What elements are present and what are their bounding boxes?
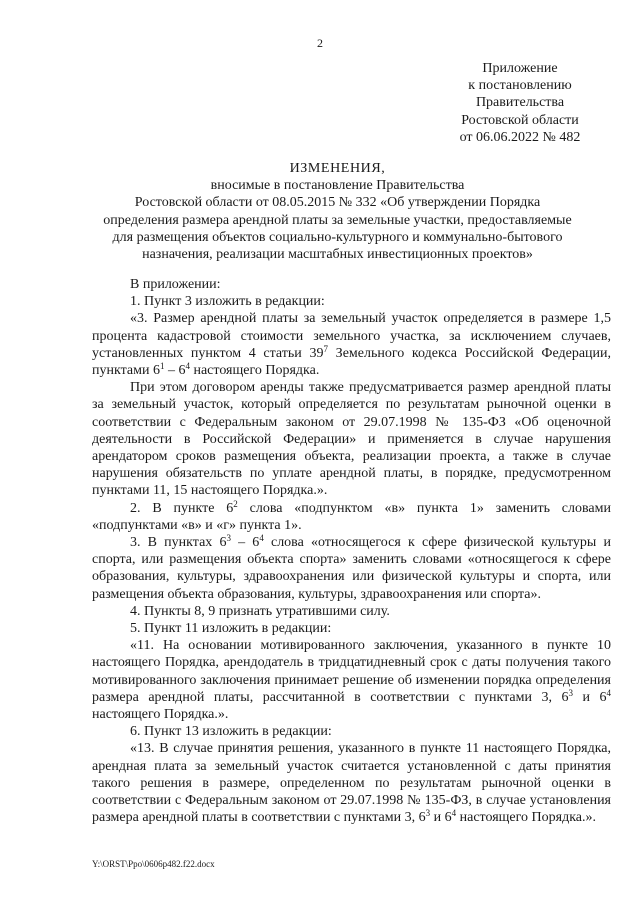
paragraph-text: настоящего Порядка.: [189, 363, 320, 379]
paragraph-text: слова «подпунктом «в» пункта 1» заменить словами «подпунктами «в» и «г» пункта 1».: [92, 500, 612, 533]
annex-line: Ростовской области: [461, 112, 579, 128]
annex-line: от 06.06.2022 № 482: [459, 129, 581, 145]
superscript: 2: [233, 498, 238, 509]
document-body: [92, 276, 611, 827]
superscript: 3: [568, 687, 573, 698]
paragraph-text: настоящего Порядка.».: [456, 810, 596, 826]
title-line: для размещения объектов социально-культурного и коммунально-бытового: [112, 229, 563, 245]
paragraph-text: – 6: [230, 535, 260, 551]
superscript: 3: [226, 533, 231, 544]
superscript: 4: [606, 687, 611, 698]
paragraph-text: «3. Размер арендной платы за земельный участок определяется в размере 1,5 процента кадастровой стоимости земельного участка, за исключением случаев, установленных пунктом 4 статьи 39: [92, 311, 611, 361]
paragraph: 5. Пункт 11 изложить в редакции:: [130, 621, 332, 637]
superscript: 4: [259, 533, 264, 544]
paragraph-text: 2. В пункте 6: [130, 500, 234, 516]
paragraph: [92, 534, 611, 603]
paragraph-text: – 6: [164, 363, 186, 379]
paragraph-text: 3. В пунктах 6: [130, 535, 227, 551]
paragraph: В приложении:: [130, 277, 221, 292]
title-line: вносимые в постановление Правительства: [210, 178, 465, 194]
paragraph-text: слова «относящегося к сфере физической культуры и спорта, или размещения объекта спорта» заменить словами «относящегося к сфере образования, культуры, здравоохранения или физической культуры и спорта, или размещения объекта образования, культуры, здравоохранения или спорта».: [92, 535, 611, 602]
paragraph: 6. Пункт 13 изложить в редакции:: [130, 724, 332, 740]
file-path-footer: Y:\ORST\Ppo\0606p482.f22.docx: [92, 859, 215, 869]
page-number: 2: [317, 36, 323, 50]
title-line: назначения, реализации масштабных инвестиционных проектов»: [142, 247, 533, 263]
annex-line: к постановлению: [468, 78, 572, 94]
annex-block: [445, 60, 595, 146]
paragraph-text: «13. В случае принятия решения, указанного в пункте 11 настоящего Порядка, арендная плата за земельный участок считается установленной с даты принятия такого решения в размере, определенном по результатам рыночной оценки в соответствии с Федеральным законом от 29.07.1998 № 135-ФЗ, в случае установления размера арендной платы в соответствии с пунктами 3, 6: [92, 741, 611, 826]
paragraph: [92, 740, 611, 826]
paragraph-text: и 6: [573, 689, 607, 705]
paragraph: [92, 637, 611, 723]
title-heading: ИЗМЕНЕНИЯ,: [289, 161, 386, 176]
paragraph: [92, 500, 611, 534]
document-title: [80, 160, 595, 263]
superscript: 7: [323, 343, 328, 354]
paragraph-text: «11. На основании мотивированного заключения, указанного в пункте 10 настоящего Порядка, арендодатель в тридцатидневный срок с даты получения такого мотивированного заключения принимает решение об изменении порядка определения размера арендной платы, рассчитанной в соответствии с пунктами 3, 6: [92, 638, 611, 705]
superscript: 1: [159, 361, 165, 372]
title-line: Ростовской области от 08.05.2015 № 332 «Об утверждении Порядка: [134, 195, 541, 211]
annex-line: Правительства: [475, 95, 565, 111]
superscript: 4: [451, 808, 457, 819]
paragraph: При этом договором аренды также предусматривается размер арендной платы за земельный участок, который определяется по результатам рыночной оценки в соответствии с Федеральным законом от 29.07.1998 № 135-ФЗ «Об оценочной деятельности в Российской Федерации» и применяется в случае нарушения арендатором сроков размещения объекта, реализации проекта, а также в случае нарушения обязательств по уплате арендной платы, в порядке, предусмотренном пунктами 11, 15 настоящего Порядка.».: [92, 380, 611, 499]
paragraph-text: и 6: [430, 810, 452, 826]
paragraph: 4. Пункты 8, 9 признать утратившими силу.: [130, 603, 390, 619]
title-line: определения размера арендной платы за земельные участки, предоставляемые: [103, 212, 572, 228]
annex-line: Приложение: [482, 61, 558, 76]
superscript: 3: [425, 808, 431, 819]
paragraph-text: Земельного кодекса Российской Федерации, пунктами 6: [92, 345, 612, 379]
superscript: 4: [185, 361, 190, 372]
paragraph-text: настоящего Порядка.».: [92, 707, 229, 723]
paragraph: 1. Пункт 3 изложить в редакции:: [130, 294, 325, 310]
paragraph: [92, 310, 611, 379]
